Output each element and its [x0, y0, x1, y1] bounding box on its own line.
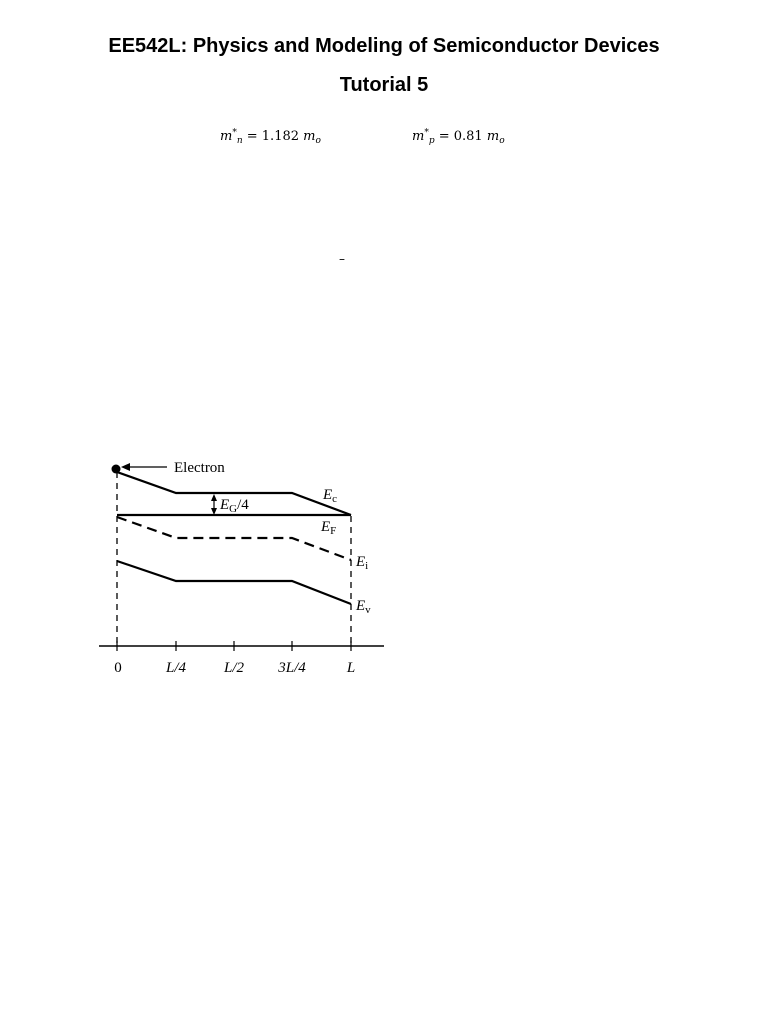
x-tick-label-4: L: [346, 660, 356, 676]
page-title: EE542L: Physics and Modeling of Semiconductor Devices: [108, 35, 660, 57]
mass-unit-subscript: o: [499, 136, 505, 146]
mass-superscript: *: [232, 128, 237, 138]
x-tick-label-0: 0: [114, 660, 122, 676]
ei-label: Ei: [356, 554, 369, 572]
mass-subscript: n: [236, 136, 243, 146]
page-subtitle: Tutorial 5: [339, 74, 429, 96]
ev-label: Ev: [356, 598, 371, 616]
mass-unit-subscript: o: [315, 136, 321, 146]
gap-arrow-head-up: [211, 494, 217, 501]
mass-value: = 0.81: [438, 129, 483, 144]
electron-label: Electron: [174, 460, 225, 476]
x-tick-label-2: L/2: [223, 660, 245, 676]
valence-band-line: [117, 561, 351, 604]
gap-label: EG/4: [220, 497, 249, 515]
intrinsic-level-line: [117, 517, 351, 560]
electron-arrow-head: [121, 463, 130, 471]
mass-superscript: *: [424, 128, 429, 138]
mass-subscript: p: [428, 136, 435, 146]
mass-symbol: m: [412, 129, 425, 144]
mass-symbol: m: [220, 129, 233, 144]
mass-value: = 1.182: [246, 129, 300, 144]
x-tick-label-1: L/4: [165, 660, 187, 676]
electron-dot: [112, 465, 121, 474]
mass-unit-symbol: m: [486, 129, 500, 144]
ef-label: EF: [321, 519, 337, 537]
ec-label: Ec: [323, 487, 338, 505]
mass-unit-symbol: m: [303, 129, 316, 144]
stray-dash-mark: –: [339, 252, 345, 266]
x-tick-label-3: 3L/4: [278, 660, 306, 676]
